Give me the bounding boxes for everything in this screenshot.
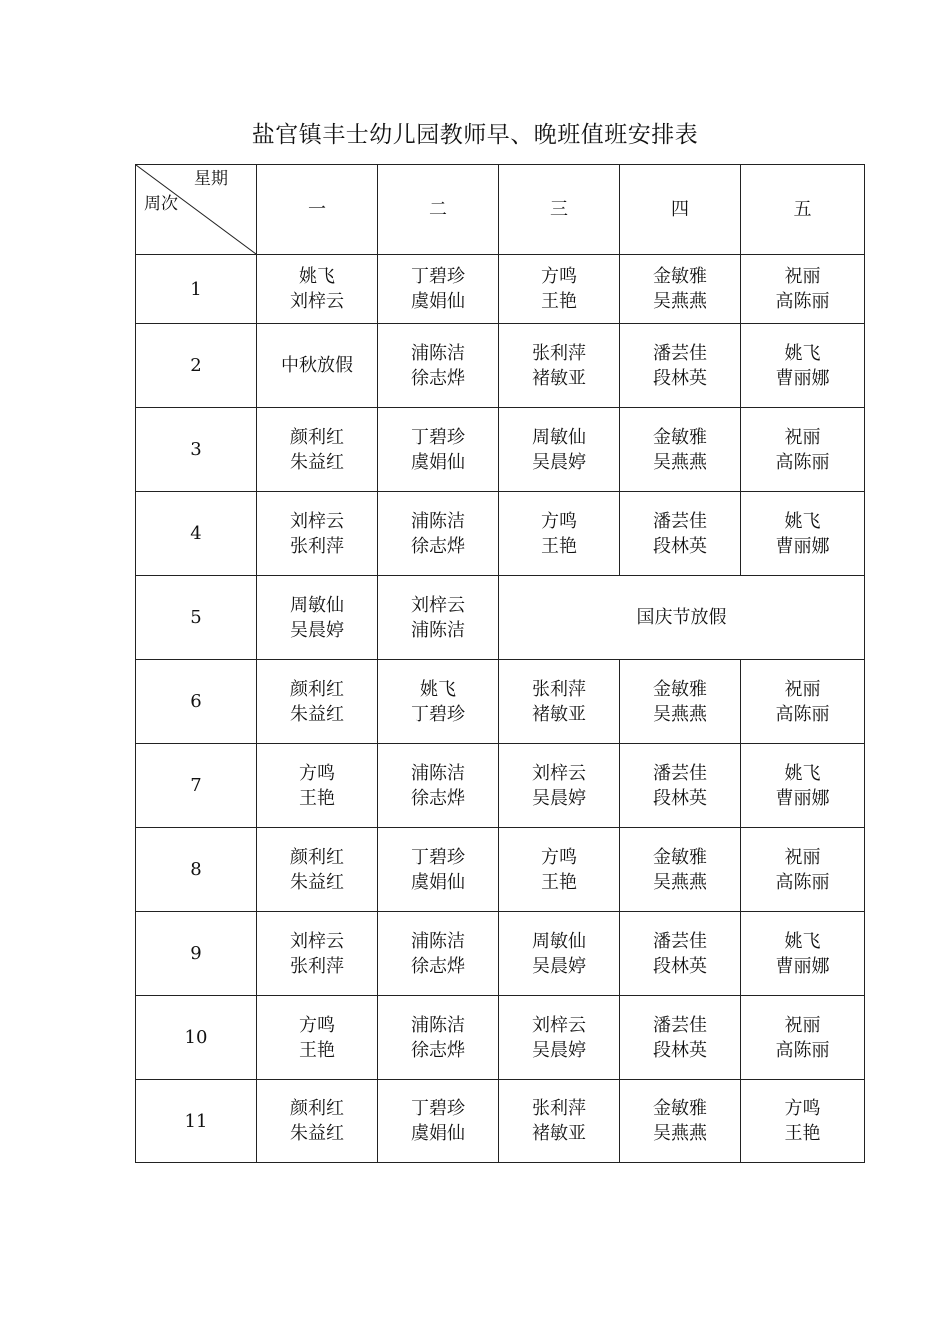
duty-cell [257, 255, 378, 324]
teacher-name: 姚飞 [784, 930, 821, 952]
teacher-name: 吴晨婷 [532, 787, 586, 809]
table-row [136, 828, 865, 912]
teacher-name: 祝丽 [784, 846, 821, 868]
duty-cell [620, 255, 741, 324]
table-row [136, 1080, 865, 1163]
table-row [136, 576, 865, 660]
teacher-name: 徐志烨 [411, 1039, 465, 1061]
teacher-name: 金敏雅 [653, 266, 707, 287]
teacher-name: 吴燕燕 [653, 1123, 707, 1144]
teacher-name: 方鸣 [541, 846, 577, 868]
teacher-name: 方鸣 [541, 266, 577, 287]
teacher-name: 刘梓云 [290, 930, 344, 952]
teacher-name: 中秋放假 [281, 355, 353, 376]
teacher-name: 颜利红 [290, 846, 344, 868]
duty-cell [378, 324, 499, 408]
duty-cell [257, 744, 378, 828]
table-row [136, 324, 865, 408]
teacher-name: 虞娟仙 [411, 871, 465, 893]
teacher-name: 刘梓云 [290, 510, 344, 532]
week-number-cell: 11 [136, 1080, 257, 1163]
teacher-name: 徐志烨 [411, 955, 465, 977]
teacher-name: 祝丽 [784, 1014, 821, 1036]
teacher-name: 曹丽娜 [775, 787, 830, 809]
table-row [136, 996, 865, 1080]
duty-cell [499, 492, 620, 576]
duty-cell [741, 912, 865, 996]
teacher-name: 褚敏亚 [532, 367, 586, 389]
teacher-name: 丁碧珍 [411, 426, 465, 448]
teacher-name: 金敏雅 [653, 846, 707, 868]
teacher-name: 朱益红 [290, 871, 344, 893]
teacher-name: 潘芸佳 [653, 762, 707, 784]
duty-cell [378, 408, 499, 492]
teacher-name: 刘梓云 [532, 1014, 586, 1036]
duty-cell [378, 996, 499, 1080]
teacher-name: 段林英 [653, 367, 707, 389]
teacher-name: 张利萍 [532, 1098, 586, 1119]
duty-cell [378, 1080, 499, 1163]
teacher-name: 吴晨婷 [290, 619, 344, 641]
duty-cell [620, 492, 741, 576]
duty-cell [620, 744, 741, 828]
teacher-name: 吴燕燕 [653, 703, 707, 725]
teacher-name: 潘芸佳 [653, 1014, 707, 1036]
page-title: 盐官镇丰士幼儿园教师早、晚班值班安排表 [251, 122, 699, 148]
teacher-name: 吴燕燕 [653, 451, 707, 473]
teacher-name: 朱益红 [290, 1123, 344, 1144]
teacher-name: 朱益红 [290, 703, 344, 725]
duty-cell [257, 828, 378, 912]
teacher-name: 曹丽娜 [775, 535, 830, 557]
teacher-name: 王艳 [541, 535, 577, 557]
week-number-cell: 2 [136, 324, 257, 408]
teacher-name: 方鸣 [299, 1014, 335, 1036]
week-axis-label: 周次 [144, 194, 178, 214]
teacher-name: 段林英 [653, 787, 707, 809]
teacher-name: 吴燕燕 [653, 291, 707, 312]
teacher-name: 吴晨婷 [532, 1039, 586, 1061]
teacher-name: 刘梓云 [411, 594, 465, 616]
teacher-name: 高陈丽 [775, 291, 830, 312]
week-number-cell: 5 [136, 576, 257, 660]
table-row [136, 660, 865, 744]
duty-cell [741, 255, 865, 324]
teacher-name: 祝丽 [784, 426, 821, 448]
teacher-name: 颜利红 [290, 1098, 344, 1119]
duty-cell [620, 996, 741, 1080]
duty-cell [499, 996, 620, 1080]
teacher-name: 丁碧珍 [411, 266, 465, 287]
teacher-name: 方鸣 [299, 762, 335, 784]
week-number-cell: 6 [136, 660, 257, 744]
duty-cell [741, 408, 865, 492]
teacher-name: 金敏雅 [653, 1098, 707, 1119]
duty-cell [378, 576, 499, 660]
teacher-name: 段林英 [653, 1039, 707, 1061]
table-row [136, 408, 865, 492]
teacher-name: 金敏雅 [653, 426, 707, 448]
teacher-name: 虞娟仙 [411, 1123, 465, 1144]
duty-cell [741, 324, 865, 408]
teacher-name: 丁碧珍 [411, 703, 465, 725]
duty-cell [499, 255, 620, 324]
duty-cell [257, 996, 378, 1080]
duty-cell [620, 408, 741, 492]
teacher-name: 吴晨婷 [532, 451, 586, 473]
duty-cell [741, 828, 865, 912]
teacher-name: 颜利红 [290, 426, 344, 448]
teacher-name: 丁碧珍 [411, 1098, 465, 1119]
duty-cell [378, 828, 499, 912]
duty-cell [378, 492, 499, 576]
teacher-name: 曹丽娜 [775, 955, 830, 977]
duty-cell [620, 324, 741, 408]
week-number-cell: 8 [136, 828, 257, 912]
week-number-cell: 10 [136, 996, 257, 1080]
week-number-cell: 1 [136, 255, 257, 324]
teacher-name: 张利萍 [532, 342, 586, 364]
teacher-name: 颜利红 [290, 678, 344, 700]
teacher-name: 高陈丽 [775, 451, 830, 473]
teacher-name: 虞娟仙 [411, 291, 465, 312]
week-number-cell: 9 [136, 912, 257, 996]
teacher-name: 丁碧珍 [411, 846, 465, 868]
day-header: 二 [378, 165, 499, 255]
duty-cell [741, 996, 865, 1080]
teacher-name: 浦陈洁 [411, 762, 465, 784]
teacher-name: 徐志烨 [411, 787, 465, 809]
teacher-name: 潘芸佳 [653, 510, 707, 532]
duty-cell [257, 912, 378, 996]
table-row [136, 744, 865, 828]
duty-cell [257, 1080, 378, 1163]
duty-cell [257, 324, 378, 408]
duty-cell [499, 828, 620, 912]
teacher-name: 浦陈洁 [411, 510, 465, 532]
teacher-name: 吴燕燕 [653, 871, 707, 893]
teacher-name: 张利萍 [290, 535, 344, 557]
teacher-name: 姚飞 [784, 762, 821, 784]
day-header: 一 [257, 165, 378, 255]
teacher-name: 浦陈洁 [411, 1014, 465, 1036]
duty-cell [499, 324, 620, 408]
teacher-name: 祝丽 [784, 266, 821, 287]
duty-cell [741, 1080, 865, 1163]
teacher-name: 潘芸佳 [653, 342, 707, 364]
table-header-row [136, 165, 865, 255]
teacher-name: 徐志烨 [411, 367, 465, 389]
table-row [136, 255, 865, 324]
duty-cell [257, 408, 378, 492]
teacher-name: 方鸣 [541, 510, 577, 532]
teacher-name: 刘梓云 [532, 762, 586, 784]
duty-cell [257, 660, 378, 744]
duty-cell [499, 1080, 620, 1163]
duty-cell [620, 1080, 741, 1163]
teacher-name: 段林英 [653, 955, 707, 977]
duty-cell [499, 912, 620, 996]
teacher-name: 金敏雅 [653, 678, 707, 700]
teacher-name: 方鸣 [784, 1098, 821, 1119]
teacher-name: 周敏仙 [532, 426, 586, 448]
week-number-cell: 4 [136, 492, 257, 576]
teacher-name: 姚飞 [299, 266, 335, 287]
teacher-name: 朱益红 [290, 451, 344, 473]
duty-cell [620, 912, 741, 996]
teacher-name: 王艳 [541, 291, 577, 312]
teacher-name: 周敏仙 [290, 594, 344, 616]
day-header: 五 [741, 165, 865, 255]
duty-cell [499, 744, 620, 828]
teacher-name: 高陈丽 [775, 1039, 830, 1061]
teacher-name: 浦陈洁 [411, 342, 465, 364]
teacher-name: 王艳 [299, 787, 335, 809]
teacher-name: 潘芸佳 [653, 930, 707, 952]
teacher-name: 虞娟仙 [411, 451, 465, 473]
teacher-name: 高陈丽 [775, 703, 830, 725]
duty-cell [741, 744, 865, 828]
teacher-name: 王艳 [784, 1123, 821, 1144]
teacher-name: 褚敏亚 [532, 1123, 586, 1144]
weekday-axis-label: 星期 [194, 169, 228, 189]
duty-cell [620, 660, 741, 744]
duty-schedule-table [135, 164, 865, 1163]
teacher-name: 王艳 [299, 1039, 335, 1061]
holiday-cell: 国庆节放假 [499, 576, 865, 660]
corner-header-cell [136, 165, 257, 255]
teacher-name: 张利萍 [532, 678, 586, 700]
teacher-name: 褚敏亚 [532, 703, 586, 725]
duty-cell [741, 660, 865, 744]
teacher-name: 曹丽娜 [775, 367, 830, 389]
duty-cell [741, 492, 865, 576]
teacher-name: 周敏仙 [532, 930, 586, 952]
table-row [136, 492, 865, 576]
teacher-name: 徐志烨 [411, 535, 465, 557]
teacher-name: 段林英 [653, 535, 707, 557]
teacher-name: 高陈丽 [775, 871, 830, 893]
teacher-name: 吴晨婷 [532, 955, 586, 977]
teacher-name: 刘梓云 [290, 291, 344, 312]
table-row [136, 912, 865, 996]
teacher-name: 王艳 [541, 871, 577, 893]
duty-cell [257, 576, 378, 660]
teacher-name: 张利萍 [290, 955, 344, 977]
duty-cell [378, 660, 499, 744]
teacher-name: 祝丽 [784, 678, 821, 700]
duty-cell [499, 408, 620, 492]
teacher-name: 浦陈洁 [411, 619, 465, 641]
duty-cell [378, 912, 499, 996]
duty-cell [620, 828, 741, 912]
teacher-name: 浦陈洁 [411, 930, 465, 952]
duty-cell [257, 492, 378, 576]
week-number-cell: 3 [136, 408, 257, 492]
week-number-cell: 7 [136, 744, 257, 828]
teacher-name: 姚飞 [784, 342, 821, 364]
duty-cell [378, 255, 499, 324]
teacher-name: 姚飞 [420, 678, 456, 700]
teacher-name: 姚飞 [784, 510, 821, 532]
table-body [136, 255, 865, 1163]
day-header: 三 [499, 165, 620, 255]
duty-cell [378, 744, 499, 828]
day-header: 四 [620, 165, 741, 255]
duty-cell [499, 660, 620, 744]
